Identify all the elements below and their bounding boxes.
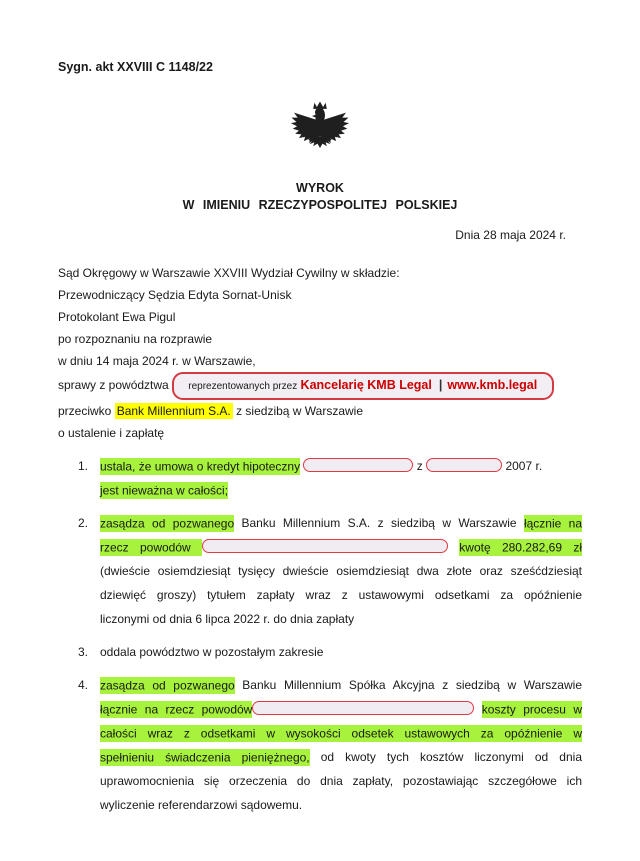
defendant-line — [58, 400, 582, 422]
plain-text: dziewięć groszy) tytułem zapłaty wraz z ustawowymi odsetkami za opóźnienie — [100, 588, 582, 602]
plain-text: Banku Millennium Spółka Akcyjna z siedzibą w Warszawie — [234, 678, 582, 692]
plain-text — [474, 702, 481, 716]
plain-text: uprawomocnienia się orzeczenia do dnia zapłaty, pozostawiając szczegółowe ich — [100, 774, 582, 788]
judgment-line — [100, 745, 582, 769]
plain-text — [448, 540, 459, 554]
plain-text: (dwieście osiemdziesiąt tysięcy dwieście osiemdziesiąt dwa złote oraz sześćdziesiąt — [100, 564, 582, 578]
hearing-date: w dniu 14 maja 2024 r. w Warszawie, — [58, 354, 256, 368]
judgment-line — [100, 535, 582, 559]
judgment-line — [100, 697, 582, 721]
highlighted-text: spełnieniu świadczenia pieniężnego, — [100, 750, 310, 764]
judgment-points — [58, 454, 582, 817]
hearing-note: po rozpoznaniu na rozprawie — [58, 332, 213, 346]
highlighted-text: łącznie na — [523, 516, 582, 530]
law-firm-stamp — [172, 372, 554, 400]
plain-text: wyliczenie referendarzowi sądowemu. — [100, 798, 303, 812]
law-firm-website: www.kmb.legal — [447, 378, 538, 392]
judgment-line — [100, 559, 582, 583]
highlighted-text: koszty procesu w — [481, 702, 582, 716]
defendant-name: Bank Millennium S.A. — [116, 404, 231, 418]
judgment-title — [58, 180, 582, 214]
judgment-line — [100, 583, 582, 607]
case-number: Sygn. akt XXVIII C 1148/22 — [58, 60, 213, 74]
defendant-prefix: przeciwko — [58, 404, 112, 418]
court-clerk: Protokolant Ewa Pigul — [58, 310, 176, 324]
redaction-box — [303, 458, 413, 472]
judgment-line — [100, 721, 582, 745]
court-header-block — [58, 262, 582, 444]
highlighted-text: zasądza od pozwanego — [100, 516, 235, 530]
separator-pipe: | — [438, 378, 443, 392]
highlighted-text: kwotę 280.282,69 zł — [459, 540, 582, 554]
judgment-line — [100, 769, 582, 793]
judgment-point-3 — [58, 640, 582, 664]
case-subject: o ustalenie i zapłatę — [58, 426, 165, 440]
item-number: 2. — [78, 516, 89, 530]
plain-text: 2007 r. — [502, 459, 543, 473]
judgment-line — [100, 478, 582, 502]
judgment-point-1 — [58, 454, 582, 502]
item-number: 4. — [78, 678, 89, 692]
judgment-line — [100, 511, 582, 535]
judgment-line — [100, 793, 582, 817]
judgment-date: Dnia 28 maja 2024 r. — [455, 228, 566, 242]
highlighted-text: zasądza od pozwanego — [100, 678, 235, 692]
item-number: 1. — [78, 459, 89, 473]
presiding-judge: Przewodniczący Sędzia Edyta Sornat-Unisk — [58, 288, 292, 302]
plaintiff-prefix: sprawy z powództwa — [58, 378, 169, 393]
highlighted-text: całości wraz z odsetkami w wysokości odsetek ustawowych za opóźnienie w — [100, 726, 582, 740]
representation-prefix: reprezentowanych przez — [188, 381, 298, 392]
plaintiff-line — [58, 372, 582, 400]
law-firm-name: Kancelarię KMB Legal — [300, 378, 432, 392]
judgment-line — [100, 607, 582, 631]
redaction-box — [252, 701, 474, 715]
eagle-icon — [289, 96, 351, 164]
judgment-point-2 — [58, 511, 582, 631]
title-in-the-name-of-republic: W IMIENIU RZECZYPOSPOLITEJ POLSKIEJ — [182, 198, 458, 212]
plain-text: z — [413, 459, 427, 473]
court-composition: Sąd Okręgowy w Warszawie XXVIII Wydział Cywilny w składzie: — [58, 266, 400, 280]
plain-text: Banku Millennium S.A. z siedzibą w Warszawie — [234, 516, 524, 530]
judgment-line — [100, 673, 582, 697]
judgment-line — [100, 454, 582, 478]
title-word-wyrok: WYROK — [296, 181, 344, 195]
plain-text: liczonymi od dnia 6 lipca 2022 r. do dnia zapłaty — [100, 612, 355, 626]
polish-eagle-emblem — [58, 96, 582, 166]
judgment-point-4 — [58, 673, 582, 817]
judgment-line — [100, 640, 582, 664]
defendant-suffix: z siedzibą w Warszawie — [236, 404, 364, 418]
highlighted-text: jest nieważna w całości; — [100, 483, 229, 497]
plain-text: od kwoty tych kosztów liczonymi od dnia — [309, 750, 582, 764]
item-number: 3. — [78, 645, 89, 659]
plain-text: oddala powództwo w pozostałym zakresie — [100, 645, 324, 659]
highlighted-text: ustala, że umowa o kredyt hipoteczny — [100, 459, 301, 473]
redaction-box — [202, 539, 448, 553]
highlighted-text: rzecz powodów — [100, 540, 202, 554]
redaction-box — [426, 458, 502, 472]
highlighted-text: łącznie na rzecz powodów — [100, 702, 253, 716]
